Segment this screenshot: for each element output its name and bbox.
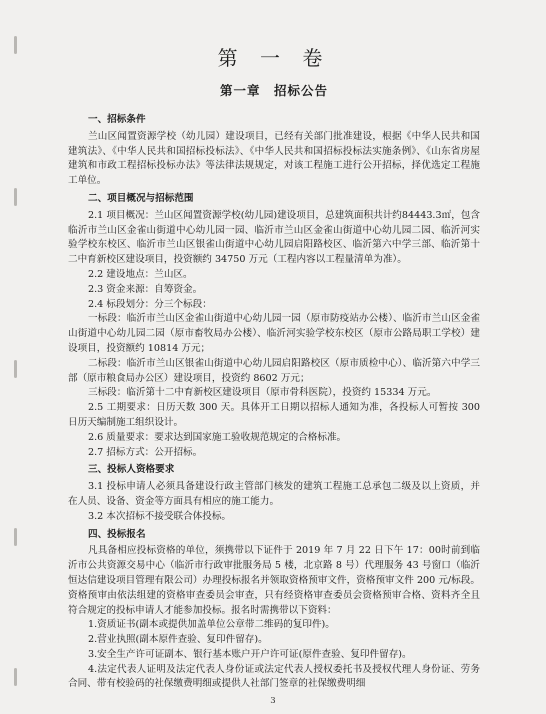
paragraph: 2.2 建设地点：兰山区。 — [88, 268, 193, 280]
chapter-title: 第一章 招标公告 — [219, 83, 328, 98]
paragraph: 2.7 招标方式：公开招标。 — [88, 446, 203, 458]
paragraph: 3.2 本次招标不接受联合体投标。 — [88, 510, 232, 522]
paragraph: 2.1 项目概况：兰山区闻置资源学校(幼儿园)建设项目，总建筑面积共计约84443.3㎡，包含临沂市兰山区金雀山街道中心幼儿园一园、临沂市兰山区金雀山街道中心幼儿园二园、临沂河实验学校东校区、临沂市兰山区银雀山街道中心幼儿园启阳路校区、临沂第六中学三部、临沂第十二中育新校区建设项目，投资额约 34750 万元（工程内容以工程量清单为准）。 — [68, 209, 480, 266]
list-item: 4.法定代表人证明及法定代表人身份证或法定代表人授权委托书及授权代理人身份证、劳务合同、带有校验码的社保缴费明细或提供人社部门签章的社保缴费明细 — [68, 663, 480, 690]
section-heading: 三、投标人资格要求 — [88, 464, 175, 476]
list-item: 1.资质证书(副本或提供加盖单位公章带二维码的复印件)。 — [88, 619, 335, 631]
punch-hole — [14, 360, 17, 378]
list-item: 2.营业执照(副本原件查验、复印件留存)。 — [88, 634, 268, 646]
punch-hole — [14, 528, 17, 546]
section-heading: 一、招标条件 — [88, 114, 146, 125]
section-heading: 四、投标报名 — [88, 528, 146, 540]
binding-holes — [6, 0, 26, 714]
paragraph: 兰山区闻置资源学校（幼儿园）建设项目，已经有关部门批准建设，根据《中华人民共和国建筑法》、《中华人民共和国招标投标法》、《中华人民共和国招标投标法实施条例》、《山东省房屋建筑和市政工程招标投标办法》等法律法规规定，对该工程施工进行公开招标，择优选定工程施工单位。 — [68, 130, 480, 187]
punch-hole — [14, 668, 17, 686]
page-number: 3 — [270, 696, 276, 706]
paragraph: 2.4 标段划分：分三个标段： — [88, 298, 212, 310]
paragraph: 一标段：临沂市兰山区金雀山街道中心幼儿园一园（原市防疫站办公楼）、临沂市兰山区金雀山街道中心幼儿园二园（原市畜牧局办公楼）、临沂河实验学校东校区（原市公路局职工学校）建设项目，投资额约 10814 万元； — [68, 313, 480, 354]
paragraph: 凡具备相应投标资格的单位，须携带以下证件于 2019 年 7 月 22 日下午 17：00时前到临沂市公共资源交易中心（临沂市行政审批服务局 5 楼，北京路 8 号）代理服务 43 号窗口（临沂恒达信建设项目管理有限公司）办理投标报名并领取资格预审文件，资格预审文件 200 元/标段。资格预审由依法组建的资格审查委员会审查，只有经资格审查委员会资格预审合格、资料齐全且符合规定的投标申请人才能参加投标。报名时需携带以下资料： — [68, 545, 480, 616]
paragraph: 二标段：临沂市兰山区银雀山街道中心幼儿园启阳路校区（原市质检中心）、临沂第六中学三部（原市粮食局办公区）建设项目，投资约 8602 万元； — [68, 357, 480, 384]
punch-hole — [14, 188, 17, 206]
volume-title: 第 一 卷 — [217, 46, 331, 70]
page-content — [68, 42, 480, 692]
paragraph: 3.1 投标申请人必须具备建设行政主管部门核发的建筑工程施工总承包二级及以上资质，并在人员、设备、资金等方面具有相应的施工能力。 — [68, 481, 480, 507]
section-heading: 二、项目概况与招标范围 — [88, 192, 194, 204]
paragraph: 2.3 资金来源：自筹资金。 — [88, 283, 203, 295]
paragraph: 2.6 质量要求：要求达到国家施工验收规范规定的合格标准。 — [88, 431, 347, 443]
list-item: 3.安全生产许可证副本、银行基本账户开户许可证(原件查验、复印件留存)。 — [88, 648, 412, 660]
punch-hole — [14, 36, 17, 54]
paragraph: 三标段：临沂第十二中育新校区建设项目（原市骨科医院），投资约 15334 万元。 — [88, 387, 437, 399]
paragraph: 2.5 工期要求：日历天数 300 天。具体开工日期以招标人通知为准，各投标人可暂按 300 日历天编制施工组织设计。 — [68, 402, 480, 428]
